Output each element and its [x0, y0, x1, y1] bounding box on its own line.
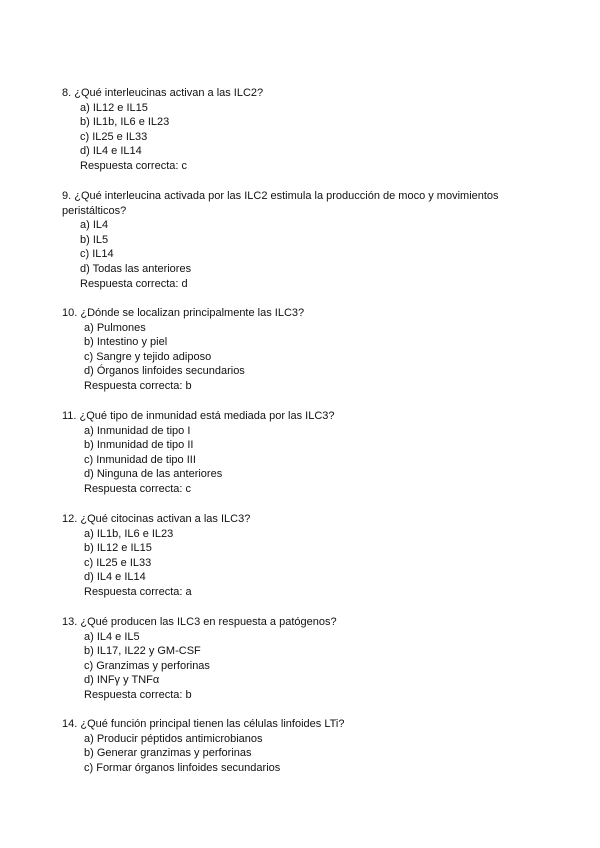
option-c: c) Inmunidad de tipo III: [84, 453, 196, 466]
question-9: [62, 189, 532, 291]
option-d: d) Ninguna de las anteriores: [84, 468, 223, 481]
question-10: [62, 306, 532, 394]
option-a: a) IL4 e IL5: [84, 630, 140, 643]
option-a: a) IL4: [80, 219, 109, 232]
correct-answer: Respuesta correcta: c: [80, 159, 187, 172]
question-title: 11. ¿Qué tipo de inmunidad está mediada por las ILC3?: [62, 410, 335, 422]
question-12: [62, 512, 532, 600]
option-a: a) IL1b, IL6 e IL23: [84, 527, 174, 540]
option-d: d) Todas las anteriores: [80, 262, 192, 275]
question-title: 12. ¿Qué citocinas activan a las ILC3?: [62, 513, 251, 525]
option-list: [62, 321, 532, 379]
option-c: c) IL14: [80, 248, 114, 261]
option-d: d) Órganos linfoides secundarios: [84, 365, 245, 378]
option-a: a) Pulmones: [84, 321, 146, 334]
question-title: 9. ¿Qué interleucina activada por las ILC2 estimula la producción de moco y movimientos peristálticos?: [62, 190, 499, 217]
option-b: b) Intestino y piel: [84, 336, 168, 349]
option-d: d) IL4 e IL14: [84, 571, 146, 584]
question-title: 13. ¿Qué producen las ILC3 en respuesta a patógenos?: [62, 616, 337, 628]
question-13: [62, 615, 532, 703]
question-title: 8. ¿Qué interleucinas activan a las ILC2?: [62, 87, 264, 99]
question-14: [62, 717, 532, 775]
option-list: [62, 527, 532, 585]
question-title: 14. ¿Qué función principal tienen las células linfoides LTi?: [62, 718, 345, 730]
option-list: [62, 218, 532, 276]
question-8: [62, 86, 532, 174]
option-c: c) Granzimas y perforinas: [84, 659, 210, 672]
option-d: d) INFγ y TNFα: [84, 674, 160, 687]
correct-answer: Respuesta correcta: b: [84, 688, 192, 701]
option-a: a) IL12 e IL15: [80, 101, 148, 114]
option-b: b) IL1b, IL6 e IL23: [80, 116, 170, 129]
option-list: [62, 630, 532, 688]
question-title: 10. ¿Dónde se localizan principalmente las ILC3?: [62, 307, 305, 319]
option-b: b) Inmunidad de tipo II: [84, 439, 194, 452]
option-c: c) Sangre y tejido adiposo: [84, 350, 212, 363]
option-b: b) Generar granzimas y perforinas: [84, 747, 252, 760]
option-list: [62, 101, 532, 159]
correct-answer: Respuesta correcta: b: [84, 379, 192, 392]
option-c: c) Formar órganos linfoides secundarios: [84, 761, 281, 774]
option-b: b) IL12 e IL15: [84, 542, 152, 555]
option-c: c) IL25 e IL33: [80, 130, 148, 143]
option-a: a) Inmunidad de tipo I: [84, 424, 191, 437]
question-11: [62, 409, 532, 497]
correct-answer: Respuesta correcta: c: [84, 482, 191, 495]
correct-answer: Respuesta correcta: d: [80, 277, 188, 290]
option-b: b) IL17, IL22 y GM-CSF: [84, 645, 201, 658]
option-list: [62, 732, 532, 776]
option-list: [62, 424, 532, 482]
option-c: c) IL25 e IL33: [84, 556, 152, 569]
option-a: a) Producir péptidos antimicrobianos: [84, 732, 263, 745]
option-b: b) IL5: [80, 233, 109, 246]
option-d: d) IL4 e IL14: [80, 145, 142, 158]
correct-answer: Respuesta correcta: a: [84, 585, 192, 598]
